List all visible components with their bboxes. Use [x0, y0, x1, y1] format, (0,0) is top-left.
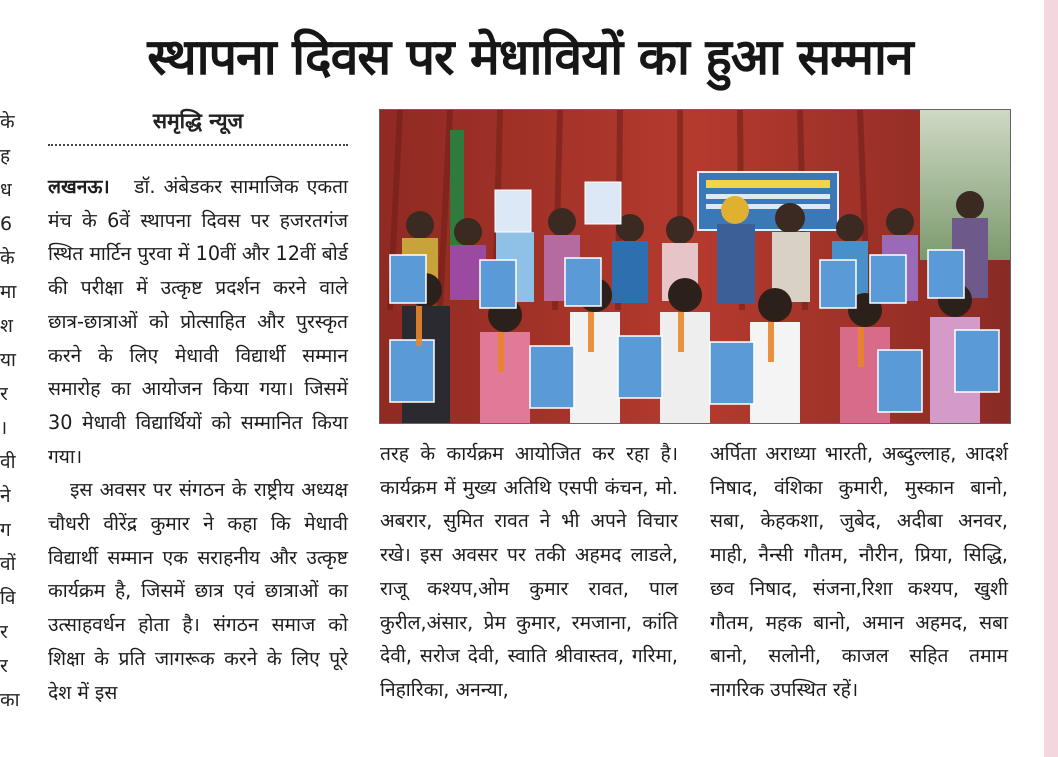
edge-fragment: मा: [0, 281, 17, 303]
adjacent-column-fragment: [0, 105, 22, 717]
edge-fragment: वी: [0, 451, 16, 473]
headline: स्थापना दिवस पर मेधावियों का हुआ सम्मान: [147, 28, 913, 86]
edge-fragment: र: [0, 621, 8, 643]
news-photo: [379, 109, 1011, 424]
dateline: लखनऊ।: [48, 175, 110, 198]
edge-fragment: या: [0, 349, 16, 371]
edge-fragment: श: [0, 315, 13, 337]
edge-fragment: र: [0, 655, 8, 677]
edge-fragment: ने: [0, 485, 11, 507]
edge-fragment: ।: [0, 417, 8, 439]
article-column-3: [710, 437, 1008, 707]
paragraph: इस अवसर पर संगठन के राष्ट्रीय अध्यक्ष चौधरी वीरेंद्र कुमार ने कहा कि मेधावी विद्यार्थी सम्मान एक सराहनीय और उत्कृष्ट कार्यक्रम है, जिसमें छात्र एवं छात्राओं का उत्साहवर्धन होता है। संगठन समाज को शिक्षा के प्रति जागरूक करने के लिए पूरे देश में इस: [48, 478, 348, 704]
edge-fragment: ग: [0, 519, 11, 541]
byline-rule: [48, 144, 348, 146]
paragraph: तरह के कार्यक्रम आयोजित कर रहा है। कार्यक्रम में मुख्य अतिथि एसपी कंचन, मो. अबरार, सुमित रावत ने भी अपने विचार रखे। इस अवसर पर तकी अहमद लाडले, राजू कश्यप,ओम कुमार रावत, पाल कुरील,अंसार, प्रेम कुमार, रमजाना, कांति देवी, सरोज देवी, स्वाति श्रीवास्तव, गरिमा, निहारिका, अनन्या,: [380, 442, 678, 701]
byline: समृद्धि न्यूज: [152, 109, 244, 133]
edge-fragment: वों: [0, 553, 16, 575]
paragraph: डॉ. अंबेडकर सामाजिक एकता मंच के 6वें स्थापना दिवस पर हजरतगंज स्थित मार्टिन पुरवा में 10वीं और 12वीं बोर्ड की परीक्षा में उत्कृष्ट प्रदर्शन करने वाले छात्र-छात्राओं को प्रोत्साहित और पुरस्कृत करने के लिए मेधावी विद्यार्थी सम्मान समारोह का आयोजन किया गया। जिसमें 30 मेधावी विद्यार्थियों को सम्मानित किया गया।: [48, 175, 348, 468]
edge-fragment: के: [0, 111, 15, 133]
edge-fragment: ध: [0, 179, 12, 201]
edge-fragment: र: [0, 383, 8, 405]
paragraph: अर्पिता अराध्या भारती, अब्दुल्लाह, आदर्श निषाद, वंशिका कुमारी, मुस्कान बानो, सबा, केहकशा, जुबेद, अदीबा अनवर, माही, नैन्सी गौतम, नौरीन, प्रिया, सिद्धि, छव निषाद, संजना,रिशा कश्यप, खुशी गौतम, महक बानो, अमान अहमद, सबा बानो, सलोनी, काजल सहित तमाम नागरिक उपस्थित रहें।: [710, 442, 1008, 701]
edge-fragment: ह: [0, 145, 11, 167]
edge-fragment: वि: [0, 587, 16, 609]
page-edge-strip: [1044, 0, 1058, 757]
article-column-2: [380, 437, 678, 707]
edge-fragment: 6: [0, 213, 13, 235]
edge-fragment: के: [0, 247, 15, 269]
edge-fragment: का: [0, 689, 20, 711]
article-column-1: [48, 170, 348, 709]
